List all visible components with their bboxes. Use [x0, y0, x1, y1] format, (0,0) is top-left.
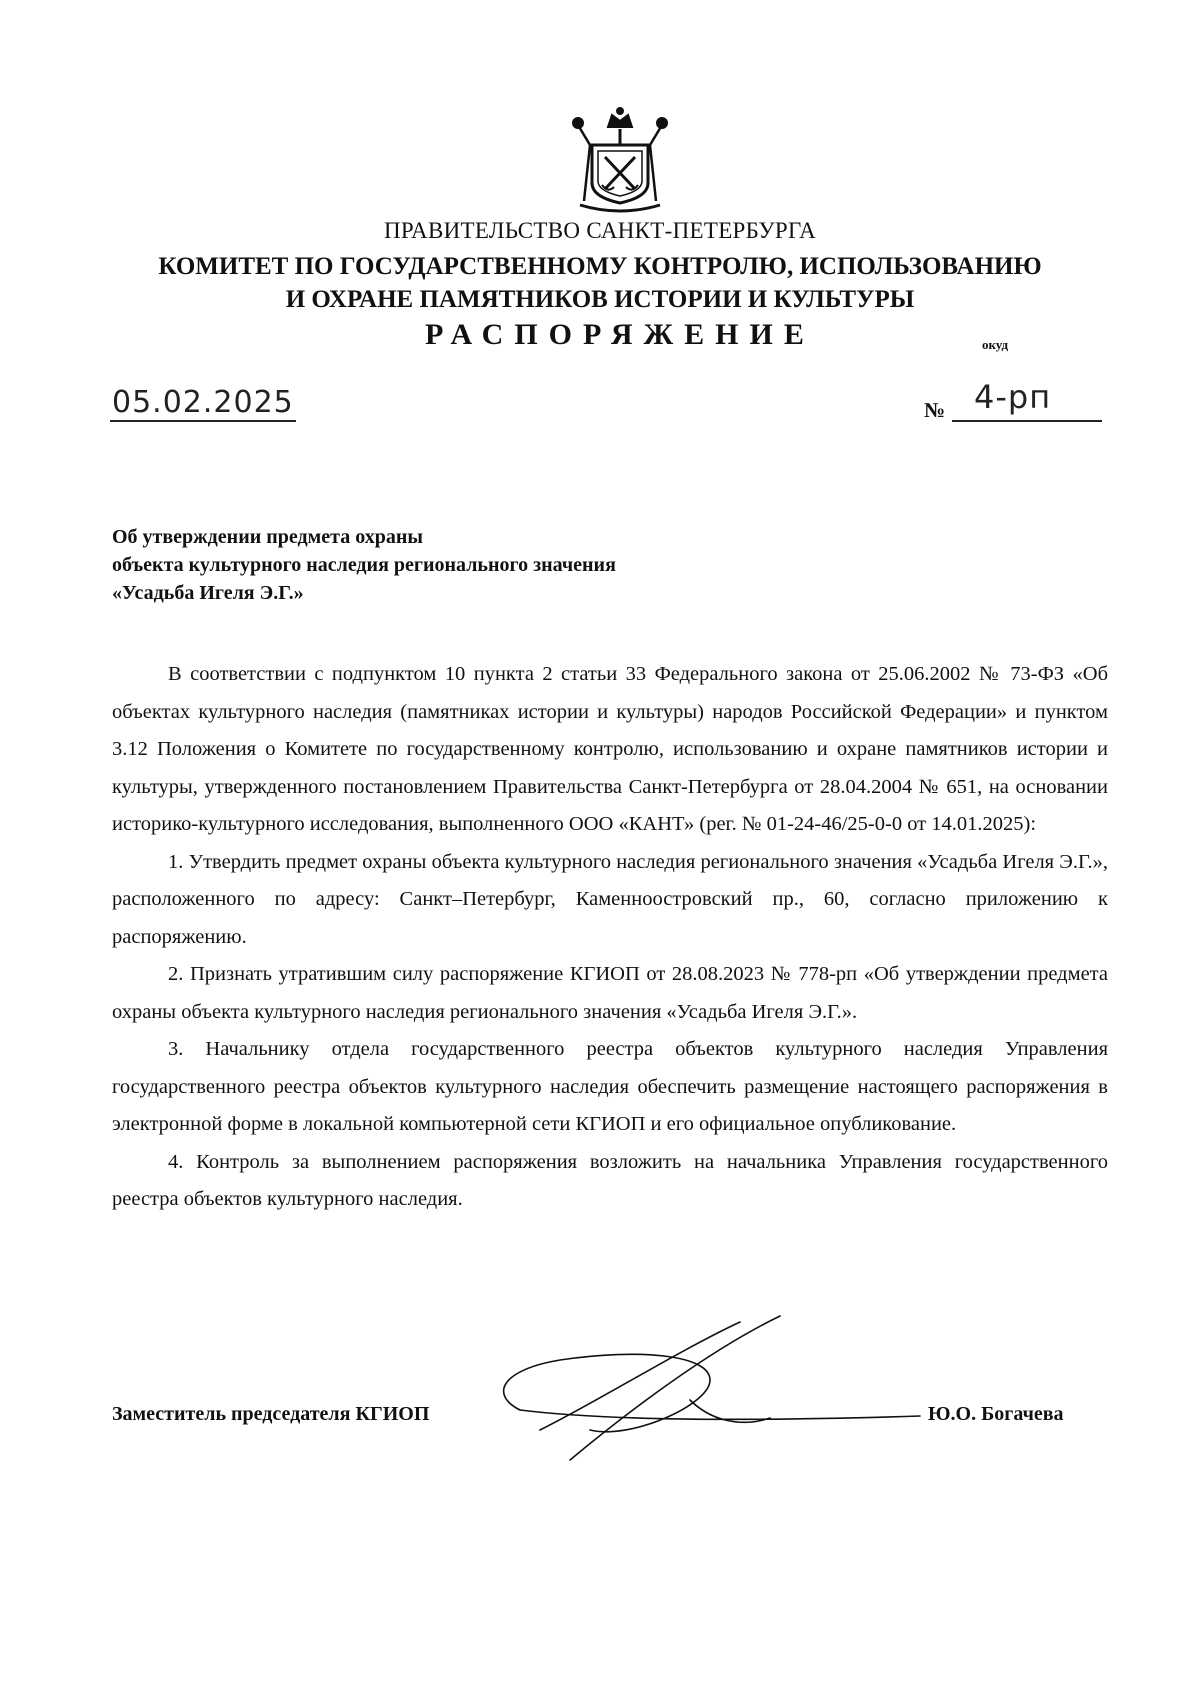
title-line2: объекта культурного наследия регионального значения	[112, 554, 616, 576]
committee-name	[0, 250, 1200, 316]
title-line1: Об утверждении предмета охраны	[112, 526, 423, 548]
number-underline	[952, 420, 1102, 422]
government-name: ПРАВИТЕЛЬСТВО САНКТ-ПЕТЕРБУРГА	[383, 218, 817, 243]
date-underline	[110, 420, 296, 422]
document-type: РАСПОРЯЖЕНИЕ	[425, 318, 815, 351]
item-paragraph-4: 4. Контроль за выполнением распоряжения возложить на начальника Управления государственного реестра объектов культурного наследия.	[112, 1150, 1108, 1210]
item-paragraph-2: 2. Признать утратившим силу распоряжение КГИОП от 28.08.2023 № 778-рп «Об утверждении предмета охраны объекта культурного наследия регионального значения «Усадьба Игеля Э.Г.».	[112, 963, 1108, 1023]
item-paragraph-3: 3. Начальнику отдела государственного реестра объектов культурного наследия Управления государственного реестра объектов культурного наследия обеспечить размещение настоящего распоряжения в электронной форме в локальной компьютерной сети КГИОП и его официальное опубликование.	[112, 1038, 1108, 1135]
document-date: 05.02.2025	[112, 385, 294, 420]
document-title	[112, 523, 616, 607]
signer-name: Ю.О. Богачева	[928, 1403, 1064, 1425]
okud-label: окуд	[982, 337, 1009, 352]
preamble-paragraph: В соответствии с подпунктом 10 пункта 2 статьи 33 Федерального закона от 25.06.2002 № 73-ФЗ «Об объектах культурного наследия (памятниках истории и культуры) народов Российской Федерации» и пунктом 3.12 Положения о Комитете по государственному контролю, использованию и охране памятников истории и культуры, утвержденного постановлением Правительства Санкт-Петербурга от 28.04.2004 № 651, на основании историко-культурного исследования, выполненного ООО «КАНТ» (рег. № 01-24-46/25-0-0 от 14.01.2025):	[112, 663, 1108, 835]
number-sign: №	[924, 398, 946, 422]
document-body	[112, 656, 1108, 1219]
document-number: 4-рп	[974, 378, 1052, 416]
signer-position: Заместитель председателя КГИОП	[112, 1403, 430, 1425]
committee-name-line2: И ОХРАНЕ ПАМЯТНИКОВ ИСТОРИИ И КУЛЬТУРЫ	[285, 286, 915, 313]
handwritten-signature-icon	[480, 1310, 940, 1470]
title-line3: «Усадьба Игеля Э.Г.»	[112, 582, 304, 604]
item-paragraph-1: 1. Утвердить предмет охраны объекта культурного наследия регионального значения «Усадьба Игеля Э.Г.», расположенного по адресу: Санкт–Петербург, Каменноостровский пр., 60, согласно приложению к распоряжению.	[112, 850, 1108, 948]
st-petersburg-coat-of-arms-icon	[570, 105, 670, 215]
committee-name-line1: КОМИТЕТ ПО ГОСУДАРСТВЕННОМУ КОНТРОЛЮ, ИСПОЛЬЗОВАНИЮ	[158, 253, 1042, 280]
